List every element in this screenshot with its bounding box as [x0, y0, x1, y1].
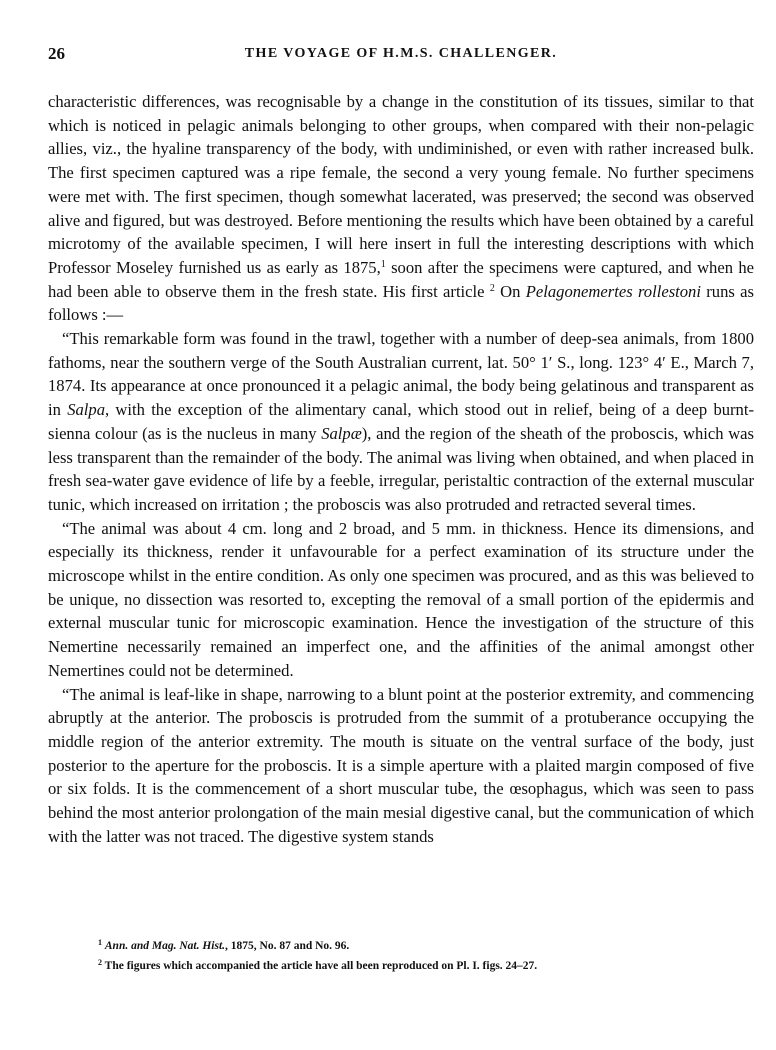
footnote [98, 956, 698, 976]
italic-text: Pelagonemertes rollestoni [525, 281, 701, 301]
italic-text: Ann. and Mag. Nat. Hist. [104, 940, 226, 952]
paragraph [48, 90, 754, 327]
text-run: , 1875, No. 87 and No. 96. [225, 940, 350, 952]
paragraph [48, 517, 754, 683]
paragraph [48, 683, 754, 849]
page-number: 26 [48, 44, 65, 63]
footnote-ref: 2 [98, 958, 102, 967]
text-run: On [494, 281, 526, 301]
paragraph [48, 327, 754, 517]
text-run: , with the exception of the alimentary canal, which stood out in relief, being of a deep burnt-sienna colour (as is the nucleus in many [48, 400, 754, 443]
text-run: soon after the specimens were captured, and when he had been able to observe them in the fresh state. His first article [48, 257, 755, 301]
text-run: runs as follows :— [48, 281, 754, 325]
text-run: “This remarkable form was found in the trawl, together with a number of deep-sea animals, from 1800 fathoms, near the southern verge of the South Australian current, lat. 50° 1′ S., long. 123° 4′ E., March 7, 1874. Its appearance at once pronounced it a pelagic animal, the body being gelatinous and transparent as in [48, 329, 754, 420]
text-run: “The animal was about 4 cm. long and 2 broad, and 5 mm. in thickness. Hence its dimensions, and especially its thickness, render it unfavourable for a perfect examination of its structure under the microscope whilst in the entire condition. As only one specimen was procured, and as this was believed to be unique, no dissection was resorted to, excepting the removal of a small portion of the epidermis and external muscular tunic for microscopic examination. Hence the investigation of the structure of this Nemertine necessarily remained an imperfect one, and the affinities of the animal amongst other Nemertines could not be determined. [48, 518, 754, 680]
footnotes [98, 936, 698, 976]
footnote-ref: 1 [98, 938, 102, 947]
italic-text: Salpæ [321, 423, 362, 443]
body-text [48, 90, 754, 849]
footnote [98, 936, 698, 956]
footnote-ref: 1 [380, 258, 386, 270]
page-header [48, 44, 754, 68]
text-run: ), and the region of the sheath of the proboscis, which was less transparent than the remainder of the body. The animal was living when obtained, and when placed in fresh sea-water gave evidence of life by a feeble, irregular, peristaltic contraction of the external muscular tunic, which increased on irritation ; the proboscis was also protruded and retracted several times. [48, 423, 755, 514]
document-page [48, 44, 754, 849]
italic-text: Salpa [67, 400, 105, 420]
text-run: The figures which accompanied the article have all been reproduced on Pl. I. figs. 24–27. [102, 960, 538, 972]
footnote-ref: 2 [489, 282, 495, 294]
text-run: “The animal is leaf-like in shape, narrowing to a blunt point at the posterior extremity, and commencing abruptly at the anterior. The proboscis is protruded from the summit of a protuberance occupying the middle region of the anterior extremity. The mouth is situate on the ventral surface of the body, just posterior to the aperture for the proboscis. It is a simple aperture with a plaited margin composed of five or six folds. It is the commencement of a short muscular tube, the œsophagus, which was seen to pass behind the most anterior prolongation of the main mesial digestive canal, but the communication of which with the latter was not traced. The digestive system stands [48, 684, 754, 846]
text-run: characteristic differences, was recognisable by a change in the constitution of its tissues, similar to that which is noticed in pelagic animals belonging to other groups, when compared with their non-pelagic allies, viz., the hyaline transparency of the body, with undiminished, or even with rather increased bulk. The first specimen captured was a ripe female, the second a very young female. No further specimens were met with. The first specimen, though somewhat lacerated, was preserved; the second was observed alive and figured, but was destroyed. Before mentioning the results which have been obtained by a careful microtomy of the available specimen, I will here insert in full the interesting descriptions with which Professor Moseley furnished us as early as 1875, [48, 92, 754, 277]
running-title: THE VOYAGE OF H.M.S. CHALLENGER. [244, 46, 558, 61]
